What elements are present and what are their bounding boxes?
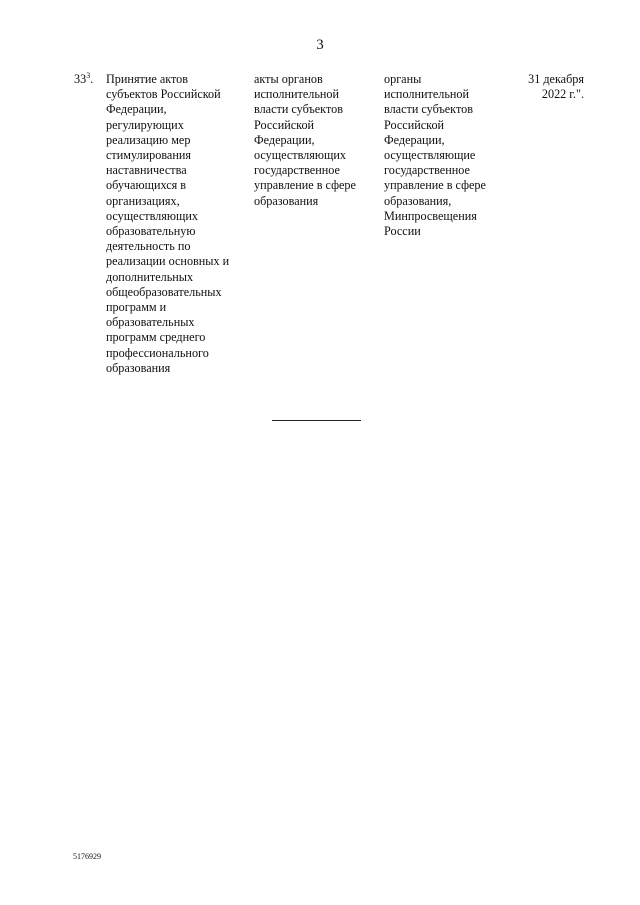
document-code: 5176929 <box>73 852 101 861</box>
separator-line <box>272 420 361 421</box>
document-type-cell: акты органов исполнительной власти субъектов Российской Федерации, осуществляющих государственное управление в сфере образования <box>254 72 356 208</box>
deadline-cell: 31 декабря 2022 г.". <box>528 72 584 102</box>
page-number: 3 <box>316 37 324 53</box>
item-number-superscript: 3 <box>86 71 91 80</box>
measure-name-cell: Принятие актов субъектов Российской Федерации, регулирующих реализацию мер стимулирования наставничества обучающихся в организациях, осуществляющих образовательную деятельность по реализации основных и дополнительных общеобразовательных программ и образовательных программ среднего профессионального образования <box>106 72 230 375</box>
item-number-main: 33 <box>74 72 87 86</box>
item-number-suffix: . <box>90 72 94 86</box>
responsible-executors-cell: органы исполнительной власти субъектов Российской Федерации, осуществляющие государственное управление в сфере образования, Минпросвещения России <box>384 72 486 239</box>
item-number <box>74 72 93 87</box>
